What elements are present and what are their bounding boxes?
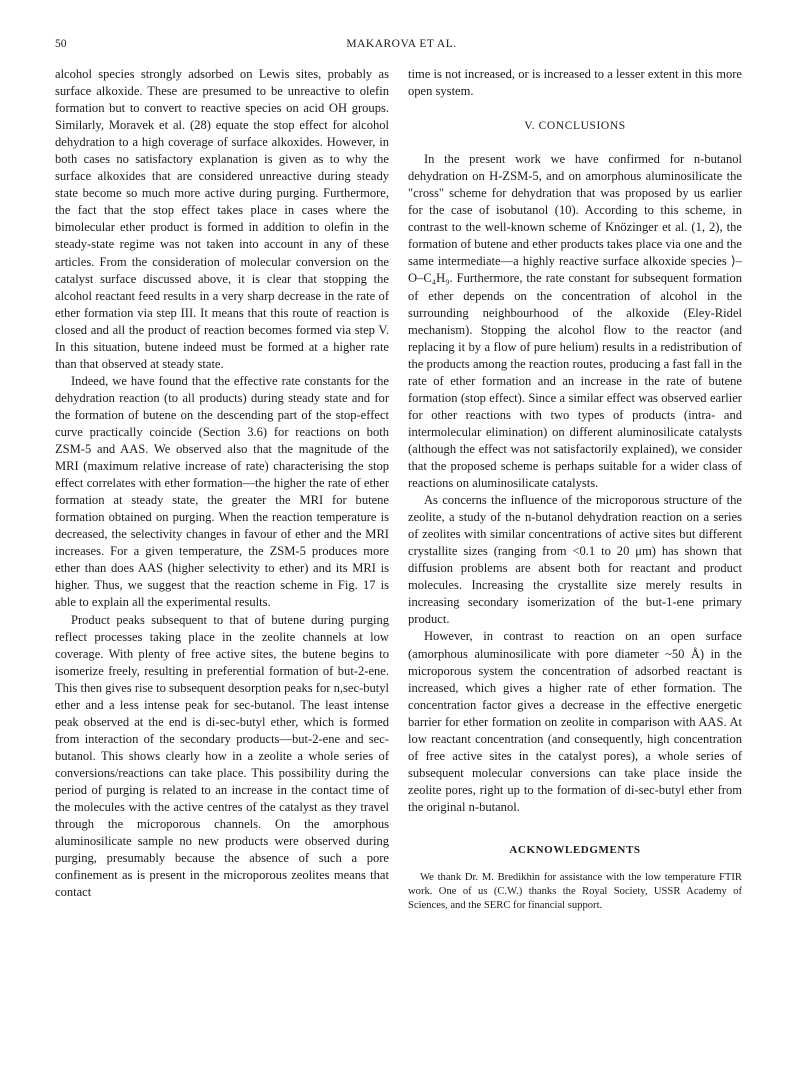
left-paragraph-3: Product peaks subsequent to that of butene during purging reflect processes taking place in the zeolite channels at low coverage. With plenty of free active sites, the butene begins to isomerize freely, resulting in preferential formation of but-2-ene. This then gives rise to subsequent desorption peaks for n,sec-butyl ether and a less intense peak for sec-butanol. The least intense peak observed at the end is di-sec-butyl ether, which is formed from interaction of the secondary products—but-2-ene and sec-butanol. This shows clearly how in a zeolite a whole series of conversions/reactions can take place. This possibility during the period of purging is related to an increase in the contact time of the molecules with the active centres of the catalyst as they travel through the microporous channels. On the amorphous aluminosilicate sample no new products were observed during purging, presumably because the absence of such a pore confinement as is present in the microporous zeolites means that contact xyxy=(55,612,389,900)
section-heading-conclusions: V. CONCLUSIONS xyxy=(524,120,626,133)
page-number: 50 xyxy=(55,38,67,50)
conclusions-paragraph-2: As concerns the influence of the microporous structure of the zeolite, a study of the n-butanol dehydration reaction on a series of zeolites with similar concentrations of active sites but different crystallite sizes (ranging from <0.1 to 20 μm) has shown that diffusion problems are absent both for reactant and product molecules. Increasing the crystallite size merely results in increasing secondary isomerization of the but-1-ene primary product. xyxy=(408,493,742,627)
page-header xyxy=(55,38,748,54)
left-column xyxy=(55,66,389,901)
running-head: MAKAROVA ET AL. xyxy=(346,38,457,50)
left-paragraph-2: Indeed, we have found that the effective rate constants for the dehydration reaction (to all products) during steady state and for the formation of butene on the descending part of the stop-effect curve practically coincide (Section 3.6) for reactions on both ZSM-5 and AAS. We observed also that the magnitude of the MRI (maximum relative increase of rate) characterising the stop effect correlates with ether formation—the higher the rate of ether formation at steady state, the greater the MRI for butene formation obtained on purging. When the reaction temperature is decreased, the selectivity changes in favour of ether and the MRI increases. For a given temperature, the ZSM-5 produces more ether than does AAS (higher selectivity to ether) and its MRI is higher. Thus, we suggest that the reaction scheme in Fig. 17 is able to explain all the experimental results. xyxy=(55,373,389,610)
section-heading-acknowledgments: ACKNOWLEDGMENTS xyxy=(509,843,641,856)
acknowledgments-text: We thank Dr. M. Bredikhin for assistance with the low temperature FTIR work. One of us (C.W.) thanks the Royal Society, USSR Academy of Sciences, and the SERC for financial support. xyxy=(408,872,742,912)
right-column xyxy=(408,66,742,914)
right-paragraph-continued: time is not increased, or is increased to a lesser extent in this more open system. xyxy=(408,67,742,99)
conclusions-paragraph-1: In the present work we have confirmed for n-butanol dehydration on H-ZSM-5, and on amorphous aluminosilicate the "cross" scheme for dehydration that was proposed by us earlier for the case of isobutanol (10). According to this scheme, in contrast to the well-known scheme of Knözinger et al. (1, 2), the formation of butene and ether products takes place via one and the same intermediate—a highly reactive surface alkoxide species ⟩–O–C₄H₉. Furthermore, the rate constant for subsequent formation of ether depends on the concentration of alcohol in the surrounding neighbourhood of the alkoxide (Eley-Ridel mechanism). Stopping the alcohol flow to the reactor (and replacing it by a flow of pure helium) results in a redistribution of the products among the reaction routes, producing a fast fall in the rate of ether formation and an increase in the rate of butene formation (stop effect). Since a similar effect was observed earlier for other reactions with two types of products (intra- and intermolecular elimination) on different aluminosilicate catalysts (although the effect was not satisfactorily explained), we consider that the proposed scheme is perhaps suitable for a wider class of reactions on aluminosilicate catalysts. xyxy=(408,152,742,491)
conclusions-paragraph-3: However, in contrast to reaction on an open surface (amorphous aluminosilicate with pore diameter ~50 Å) in the microporous system the concentration of adsorbed reactant is increased, which gives a higher rate of ether formation. The concentration factor gives a decrease in the effective energetic barrier for ether formation on zeolite in comparison with AAS. At low reactant concentration (and consequently, high concentration of free active sites in the catalyst pores), a whole series of subsequent molecular conversions can take place inside the zeolite pores, right up to the formation of di-sec-butyl ether from the original n-butanol. xyxy=(408,629,742,814)
left-paragraph-1: alcohol species strongly adsorbed on Lewis sites, probably as surface alkoxide. These are presumed to be unreactive to olefin formation but to convert to reactive species on acid OH groups. Similarly, Moravek et al. (28) equate the stop effect for alcohol dehydration to a high coverage of surface alkoxides. However, in both cases no satisfactory explanation is given as to why the surface alkoxides that are considered unreactive during steady state become so much more active during purging. Furthermore, the fact that the stop effect takes place in cases where the bimolecular ether product is formed in addition to olefin in the steady-state regime was not taken into account in any of these articles. From the consideration of molecular conversion on the catalyst surface discussed above, it is clear that stopping the alcohol reactant feed results in a very sharp decrease in the rate of ether formation via step III. It means that this route of reaction is closed and all the product of reaction becomes formed via step V. In this situation, butene indeed must be formed at a higher rate than that observed at steady state. xyxy=(55,67,389,371)
